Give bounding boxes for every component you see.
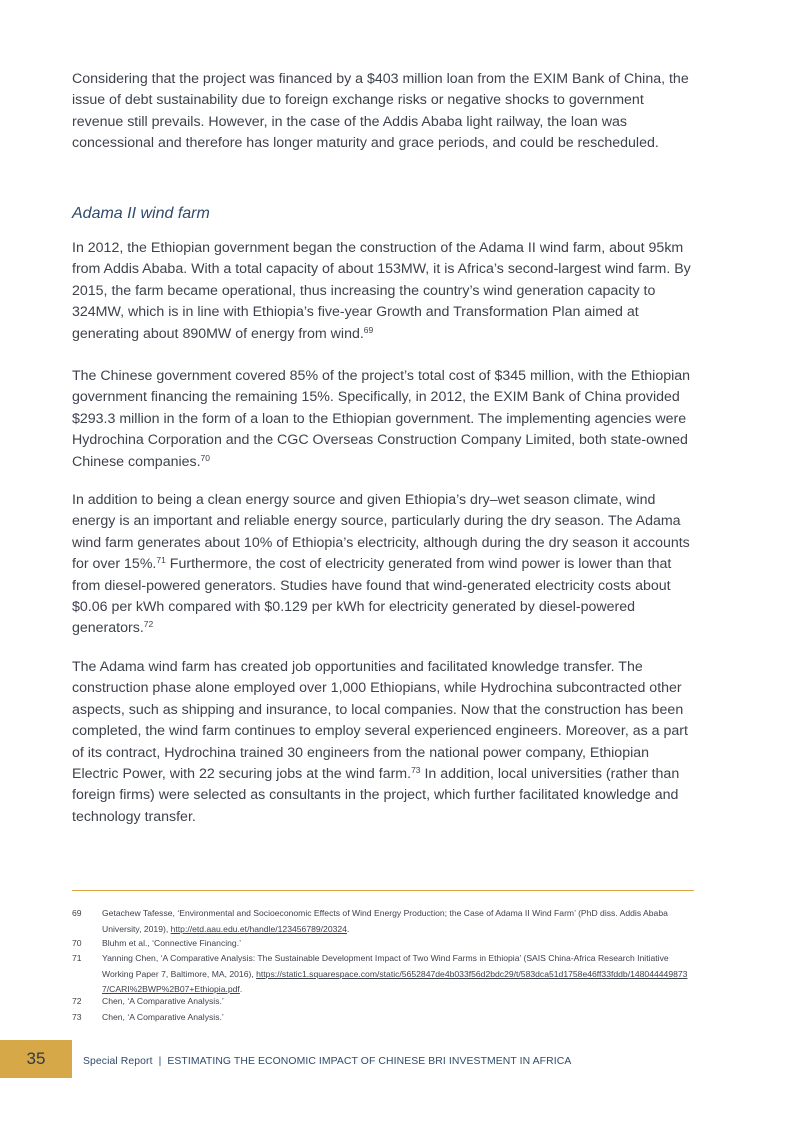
footnote-citation: Yanning Chen, ‘A Comparative Analysis: The Sustainable Development Impact of Two Wind Farms in Ethiopia’ (SAIS China-Africa Research Initiative Working Paper 7, Baltimore, MA, 2016),	[102, 953, 669, 979]
footnote-ref[interactable]: 71	[156, 555, 166, 566]
paragraph-text: Furthermore, the cost of electricity generated from wind power is lower than that from diesel-powered generators. Studies have found that wind-generated electricity costs about $0.06 per kWh compared with $0.129 per kWh for electricity generated by diesel-powered generators.	[72, 556, 672, 637]
footnote-number: 69	[72, 908, 82, 918]
footnote	[72, 1010, 694, 1026]
paragraph-financing	[72, 366, 694, 473]
footnote-link[interactable]: http://etd.aau.edu.et/handle/123456789/20324	[170, 923, 347, 934]
footnote-ref[interactable]: 73	[411, 765, 421, 776]
footer-label: Special Report	[83, 1056, 153, 1067]
paragraph-construction	[72, 238, 694, 345]
footer-separator: |	[158, 1056, 162, 1067]
footnote-text: Chen, ‘A Comparative Analysis.’	[102, 996, 224, 1006]
paragraph-text: The Chinese government covered 85% of the project’s total cost of $345 million, with the Ethiopian government financing the remaining 15%. Specifically, in 2012, the EXIM Bank of China provided $293.3 million in the form of a loan to the Ethiopian government. The implementing agencies were Hydrochina Corporation and the CGC Overseas Construction Company Limited, both state-owned Chinese companies.	[72, 368, 691, 470]
footnote-ref[interactable]: 69	[363, 324, 374, 335]
footnote-link[interactable]: https://static1.squarespace.com/static/5652847de4b033f56d2bdc29/t/583dca51d1758e46ff33fddb/1480444498737/CARI%2BWP%2B07+Ethiopia.pdf	[102, 968, 688, 995]
footnote-text	[102, 951, 694, 998]
running-footer	[83, 1056, 571, 1067]
paragraph-debt-sustainability: Considering that the project was financed by a $403 million loan from the EXIM Bank of China, the issue of debt sustainability due to foreign exchange risks or negative shocks to government revenue still prevails. However, in the case of the Addis Ababa light railway, the loan was concessional and therefore has longer maturity and grace periods, and could be rescheduled.	[72, 71, 689, 152]
footnote-number: 70	[72, 938, 82, 948]
footnote-number: 71	[72, 953, 82, 963]
footnote-divider	[72, 890, 694, 891]
footnote	[72, 951, 694, 998]
footnote-ref[interactable]: 70	[200, 452, 211, 463]
paragraph-text: In addition, local universities (rather than foreign firms) were selected as consultants in the project, which further facilitated knowledge and technology transfer.	[72, 766, 680, 825]
footnote-text: Chen, ‘A Comparative Analysis.’	[102, 1012, 224, 1022]
footnote	[72, 936, 694, 952]
section-heading: Adama II wind farm	[72, 205, 210, 222]
page-number: 35	[26, 1049, 46, 1068]
footnote-end: .	[346, 923, 350, 934]
paragraph-text: In addition to being a clean energy source and given Ethiopia’s dry–wet season climate, wind energy is an important and reliable energy source, particularly during the dry season. The Adama wind farm generates about 10% of Ethiopia’s electricity, although during the dry season it accounts for over 15%.	[72, 492, 690, 573]
footnote	[72, 906, 694, 937]
footnote-text: Bluhm et al., ‘Connective Financing.’	[102, 938, 242, 948]
page-number-box	[0, 1040, 72, 1078]
footnote-number: 73	[72, 1012, 82, 1022]
paragraph-energy-source	[72, 490, 694, 640]
footnote-text	[102, 906, 694, 937]
footnote-citation: Getachew Tafesse, ‘Environmental and Socioeconomic Effects of Wind Energy Production; the Case of Adama II Wind Farm’ (PhD diss. Addis Ababa University, 2019),	[102, 908, 668, 934]
paragraph-text: The Adama wind farm has created job opportunities and facilitated knowledge transfer. The construction phase alone employed over 1,000 Ethiopians, while Hydrochina subcontracted other aspects, such as shipping and insurance, to local companies. Now that the construction has been completed, the wind farm continues to employ several experienced engineers. Moreover, as a part of its contract, Hydrochina trained 30 engineers from the national power company, Ethiopian Electric Power, with 22 securing jobs at the wind farm.	[72, 659, 688, 783]
footnote-ref[interactable]: 72	[143, 619, 154, 630]
footnote	[72, 994, 694, 1010]
paragraph-text: In 2012, the Ethiopian government began the construction of the Adama II wind farm, about 95km from Addis Ababa. With a total capacity of about 153MW, it is Africa’s second-largest wind farm. By 2015, the farm became operational, thus increasing the country’s wind generation capacity to 324MW, which is in line with Ethiopia’s five-year Growth and Transformation Plan aimed at generating about 890MW of energy from wind.	[72, 240, 691, 342]
paragraph-jobs	[72, 657, 694, 828]
footnote-number: 72	[72, 996, 82, 1006]
footnote-end: .	[239, 984, 243, 995]
footer-title: ESTIMATING THE ECONOMIC IMPACT OF CHINESE BRI INVESTMENT IN AFRICA	[167, 1056, 572, 1067]
